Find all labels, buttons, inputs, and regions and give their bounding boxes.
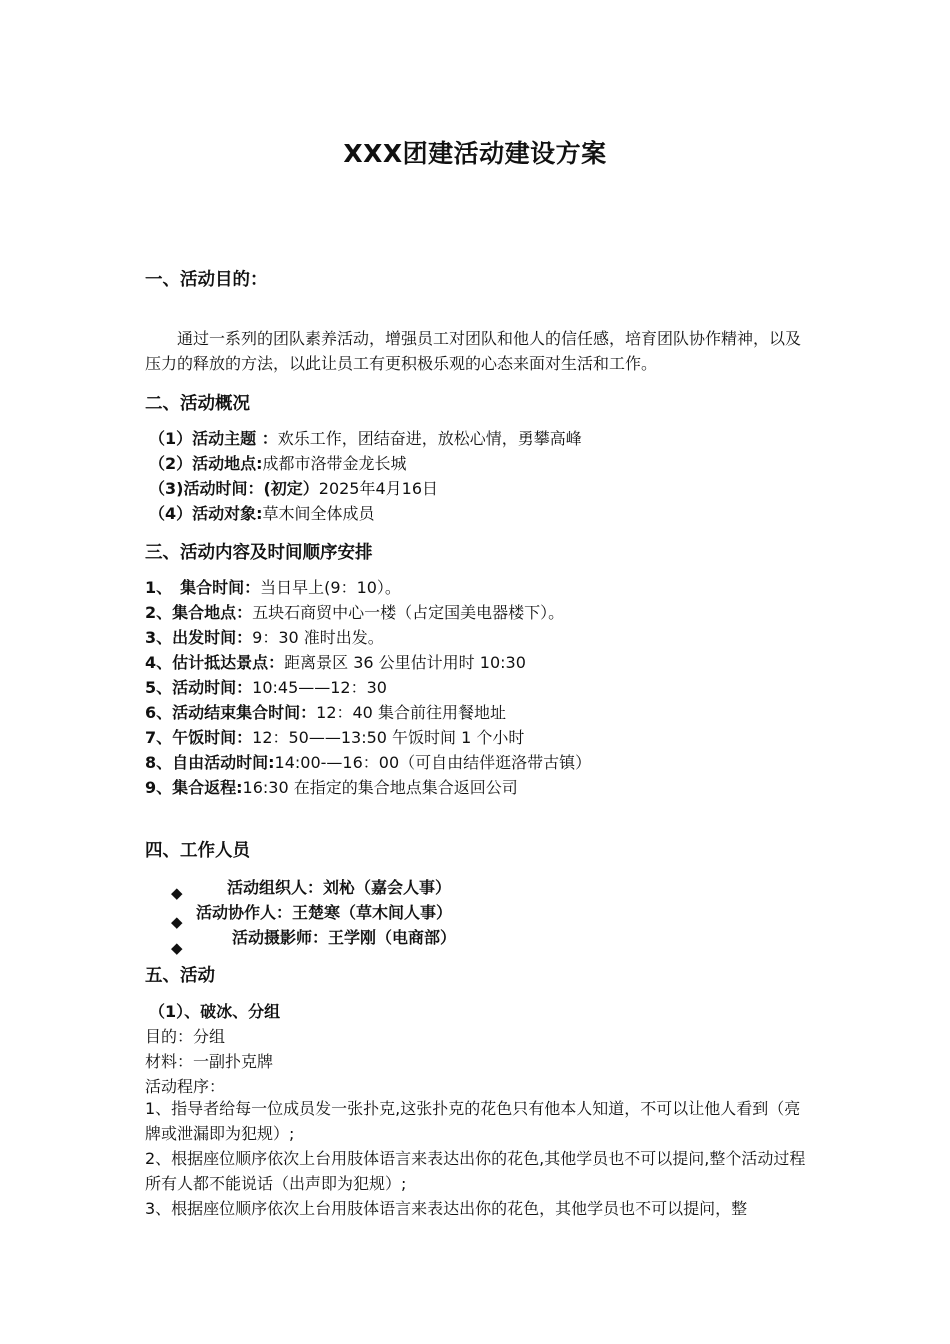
schedule-label: 1、 集合时间：	[145, 578, 261, 597]
document-title: XXX团建活动建设方案	[343, 139, 607, 168]
overview-item	[149, 476, 438, 499]
overview-item	[149, 501, 375, 524]
staff-organizer: 活动组织人：刘杺（嘉会人事）	[227, 878, 452, 897]
overview-label: （4）活动对象:	[149, 504, 263, 523]
schedule-value: 距离景区 36 公里估计用时 10:30	[284, 653, 526, 672]
section-3-heading: 三、活动内容及时间顺序安排	[145, 543, 373, 563]
section-1-body: 通过一系列的团队素养活动，增强员工对团队和他人的信任感，培育团队协作精神，以及压力的释放的方法，以此让员工有更积极乐观的心态来面对生活和工作。	[145, 329, 802, 373]
overview-item	[149, 426, 582, 449]
procedure-step: 1、指导者给每一位成员发一张扑克,这张扑克的花色只有他本人知道，不可以让他人看到（亮牌或泄漏即为犯规）;	[145, 1099, 801, 1143]
section-2-heading: 二、活动概况	[145, 394, 250, 414]
schedule-item	[145, 600, 564, 623]
overview-item	[149, 451, 407, 474]
schedule-label: 4、估计抵达景点：	[145, 653, 285, 672]
overview-label: （3)活动时间：(初定）	[149, 479, 319, 498]
schedule-label: 5、活动时间：	[145, 678, 253, 697]
schedule-label: 7、午饭时间：	[145, 728, 253, 747]
schedule-item	[145, 775, 518, 798]
schedule-item	[145, 675, 387, 698]
overview-value: 成都市洛带金龙长城	[262, 454, 407, 473]
overview-value: 欢乐工作，团结奋进，放松心情，勇攀高峰	[277, 429, 582, 448]
schedule-label: 6、活动结束集合时间：	[145, 703, 317, 722]
schedule-value: 12：40 集合前往用餐地址	[316, 703, 506, 722]
schedule-value: 五块石商贸中心一楼（占定国美电器楼下）。	[252, 603, 565, 622]
schedule-label: 9、集合返程:	[145, 778, 243, 797]
bullet-diamond-icon: ◆	[171, 913, 183, 931]
activity-procedure-label: 活动程序：	[145, 1077, 226, 1096]
bullet-diamond-icon: ◆	[171, 939, 183, 957]
bullet-diamond-icon: ◆	[171, 884, 183, 902]
staff-photographer: 活动摄影师：王学刚（电商部）	[232, 928, 457, 947]
overview-label: （2）活动地点:	[149, 454, 263, 473]
overview-value: 草木间全体成员	[262, 504, 375, 523]
schedule-label: 8、自由活动时间:	[145, 753, 275, 772]
schedule-item	[145, 650, 526, 673]
schedule-label: 3、出发时间：	[145, 628, 253, 647]
section-4-heading: 四、工作人员	[145, 841, 250, 861]
schedule-value: 14:00-—16：00（可自由结伴逛洛带古镇）	[274, 753, 592, 772]
schedule-value: 9：30 准时出发。	[252, 628, 384, 647]
schedule-value: 12：50——13:50 午饭时间 1 个小时	[252, 728, 525, 747]
overview-label: （1）活动主题 ：	[149, 429, 278, 448]
procedure-step: 3、根据座位顺序依次上台用肢体语言来表达出你的花色，其他学员也不可以提问，整	[145, 1199, 748, 1218]
activity-material: 材料：一副扑克牌	[145, 1052, 274, 1071]
staff-assistant: 活动协作人：王楚寒（草木间人事）	[196, 903, 453, 922]
schedule-value: 10:45——12：30	[252, 678, 387, 697]
schedule-item	[145, 700, 506, 723]
procedure-step: 2、根据座位顺序依次上台用肢体语言来表达出你的花色,其他学员也不可以提问,整个活动过程所有人都不能说话（出声即为犯规）;	[145, 1149, 806, 1193]
activity-subtitle: （1）、破冰、分组	[149, 1002, 281, 1021]
activity-goal: 目的：分组	[145, 1027, 226, 1046]
section-5-heading: 五、活动	[145, 966, 215, 986]
section-1-heading: 一、活动目的：	[145, 270, 268, 290]
schedule-item	[145, 575, 401, 598]
schedule-item	[145, 725, 524, 748]
schedule-item	[145, 750, 591, 773]
schedule-item	[145, 625, 384, 648]
overview-value: 2025年4月16日	[318, 479, 439, 498]
schedule-value: 16:30 在指定的集合地点集合返回公司	[242, 778, 518, 797]
schedule-value: 当日早上(9：10）。	[260, 578, 401, 597]
schedule-label: 2、集合地点：	[145, 603, 253, 622]
